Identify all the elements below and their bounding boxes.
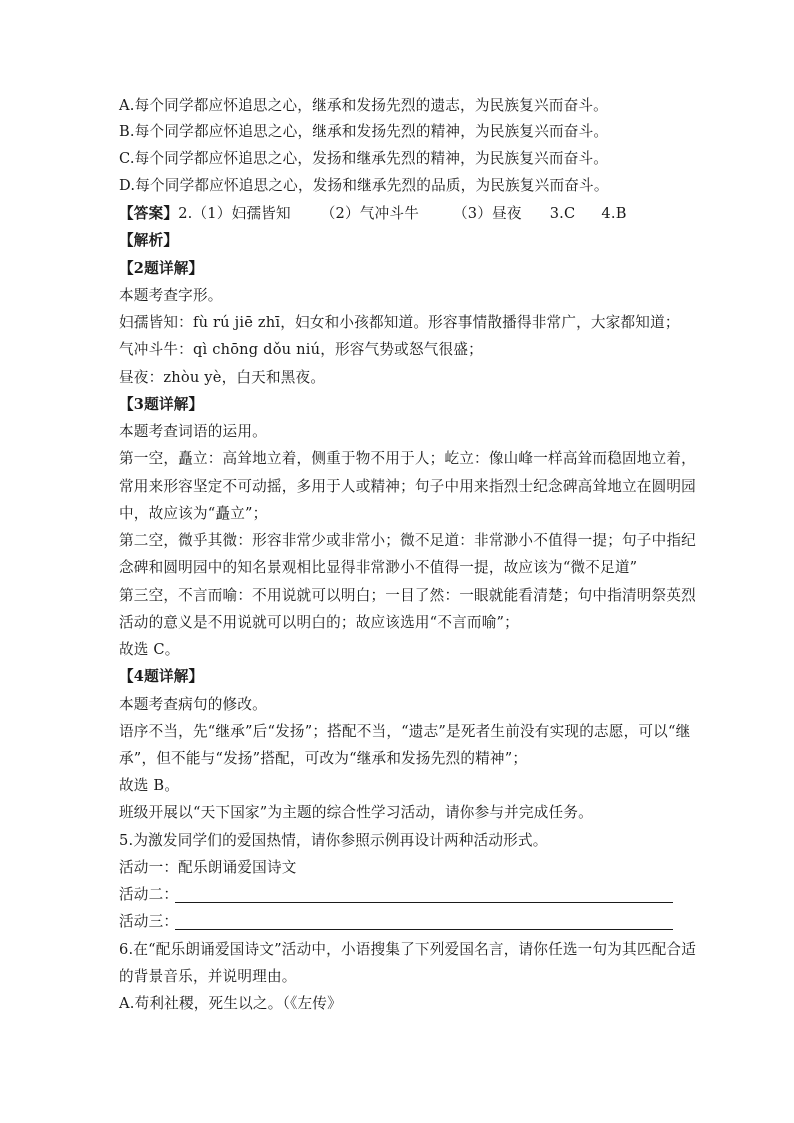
quote-option-a: A.苟利社稷，死生以之。（《左传》: [119, 995, 342, 1012]
answer-line: [119, 204, 627, 224]
q4-line: 语序不当，先“继承”后“发扬”；搭配不当，“遗志”是死者生前没有实现的志愿，可以“继: [119, 723, 691, 740]
activity-3-label: 活动三：: [119, 913, 179, 930]
answer-item-3: （3）昼夜: [453, 205, 522, 222]
q2-heading: 【2题详解】: [119, 260, 204, 277]
analysis-label: 【解析】: [119, 232, 179, 249]
option-d: D.每个同学都应怀追思之心，发扬和继承先烈的品质，为民族复兴而奋斗。: [119, 177, 609, 194]
q3-line: 活动的意义是不用说就可以明白的；故应该选用“不言而喻”；: [119, 614, 519, 631]
activity-2-answer-blank[interactable]: [175, 902, 673, 903]
q3-line: 念碑和圆明园中的知名景观相比显得非常渺小不值得一提，故应该为“微不足道”: [119, 559, 638, 576]
q4-line: 故选 B。: [119, 777, 180, 794]
answer-item-2: （2）气冲斗牛: [320, 205, 420, 222]
activity-example: 活动一：配乐朗诵爱国诗文: [119, 859, 297, 876]
q4-heading: 【4题详解】: [119, 668, 204, 685]
q2-line: 气冲斗牛：qì chōng dǒu niú，形容气势或怒气很盛；: [119, 341, 483, 358]
q2-line: 妇孺皆知：fù rú jiē zhī，妇女和小孩都知道。形容事情散播得非常广，大家都知道；: [119, 314, 680, 331]
answer-label: 【答案】: [119, 205, 179, 222]
activity-3-answer-blank[interactable]: [175, 929, 673, 930]
option-c: C.每个同学都应怀追思之心，发扬和继承先烈的精神，为民族复兴而奋斗。: [119, 150, 609, 167]
q2-line: 昼夜：zhòu yè，白天和黑夜。: [119, 369, 326, 386]
q3-line: 常用来形容坚定不可动摇，多用于人或精神；句子中用来指烈士纪念碑高耸地立在圆明园: [119, 478, 696, 495]
q3-heading: 【3题详解】: [119, 396, 204, 413]
q3-line: 本题考查词语的运用。: [119, 423, 267, 440]
answer-item-5: 4.B: [601, 205, 627, 222]
q3-line: 第一空，矗立：高耸地立着，侧重于物不用于人；屹立：像山峰一样高耸而稳固地立着，: [119, 450, 696, 467]
q3-line: 第三空，不言而喻：不用说就可以明白；一目了然：一眼就能看清楚；句中指清明祭英烈: [119, 587, 696, 604]
q3-line: 故选 C。: [119, 641, 180, 658]
q4-line: 承”，但不能与“发扬”搭配，可改为“继承和发扬先烈的精神”；: [119, 750, 528, 767]
question-5: 5.为激发同学们的爱国热情，请你参照示例再设计两种活动形式。: [119, 832, 548, 849]
activity-intro: 班级开展以“天下国家”为主题的综合性学习活动，请你参与并完成任务。: [119, 804, 593, 821]
q4-line: 本题考查病句的修改。: [119, 696, 267, 713]
answer-item-4: 3.C: [549, 205, 576, 222]
activity-2-label: 活动二：: [119, 886, 179, 903]
answer-item-1: 2.（1）妇孺皆知: [178, 205, 291, 222]
question-6-line-1: 6.在“配乐朗诵爱国诗文”活动中，小语搜集了下列爱国名言，请你任选一句为其匹配合适: [119, 941, 697, 958]
option-a: A.每个同学都应怀追思之心，继承和发扬先烈的遗志，为民族复兴而奋斗。: [119, 97, 608, 114]
q2-line: 本题考查字形。: [119, 287, 223, 304]
option-b: B.每个同学都应怀追思之心，继承和发扬先烈的精神，为民族复兴而奋斗。: [119, 123, 609, 140]
q3-line: 中，故应该为“矗立”；: [119, 505, 268, 522]
q3-line: 第二空，微乎其微：形容非常少或非常小；微不足道：非常渺小不值得一提；句子中指纪: [119, 532, 696, 549]
question-6-line-2: 的背景音乐，并说明理由。: [119, 968, 297, 985]
